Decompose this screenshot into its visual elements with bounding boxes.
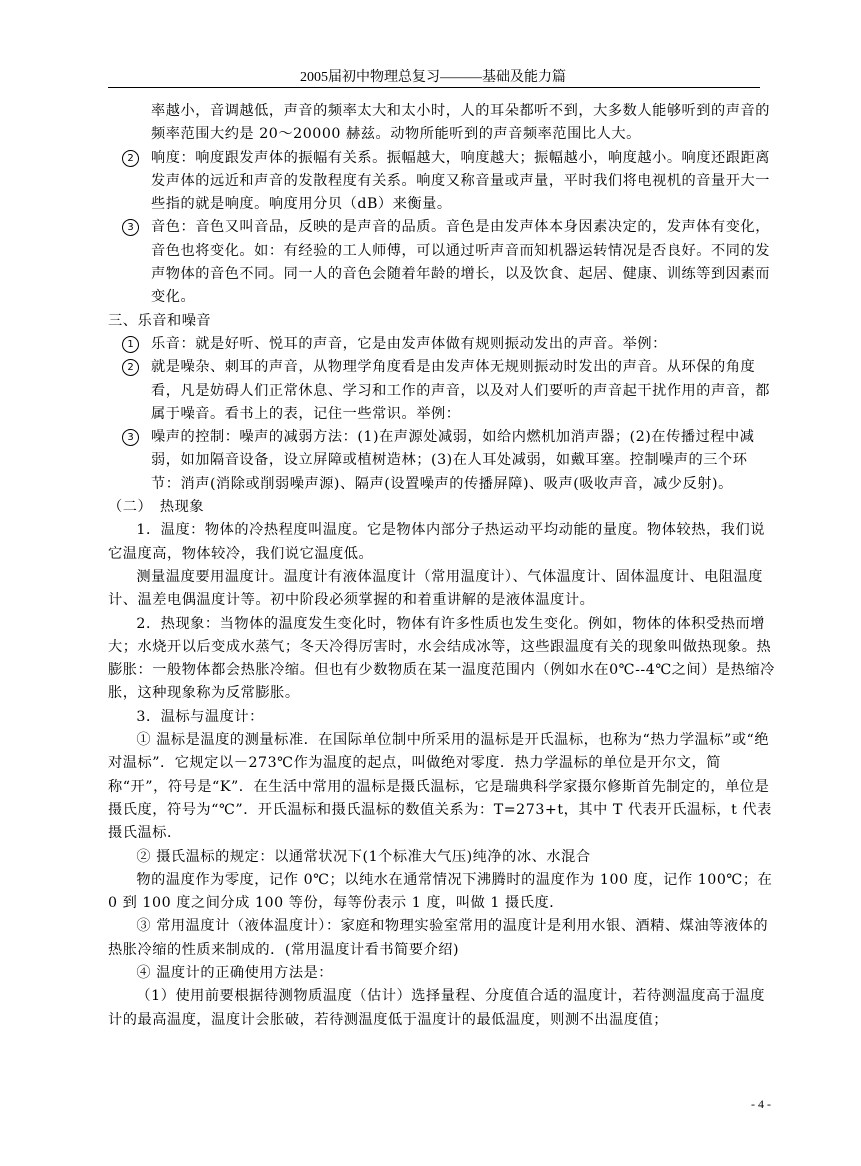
scales-heading: 3．温标与温度计： bbox=[136, 708, 264, 725]
circled-number: 3 bbox=[122, 219, 139, 236]
header-rule bbox=[108, 87, 760, 88]
circled-number: 2 bbox=[122, 359, 139, 376]
loudness-item bbox=[108, 147, 776, 217]
section-heading: 三、乐音和噪音 bbox=[108, 312, 212, 329]
document-body bbox=[108, 100, 776, 1032]
circled-number: 2 bbox=[122, 150, 139, 167]
scale-item-2-line1: ② 摄氏温标的规定：以通常状况下(1个标准大气压)纯净的冰、水混合 bbox=[136, 848, 591, 865]
circled-number: 3 bbox=[122, 429, 139, 446]
scale-item-3: ③ 常用温度计（液体温度计）：家庭和物理实验室常用的温度计是利用水银、酒精、煤油等液体的热胀冷缩的性质来制成的．(常用温度计看书简要介绍) bbox=[108, 918, 769, 958]
timbre-item bbox=[108, 216, 776, 309]
usage-step-1: （1）使用前要根据待测物质温度（估计）选择量程、分度值合适的温度计，若待测温度高于温度计的最高温度，温度计会胀破，若待测温度低于温度计的最低温度，则测不出温度值； bbox=[108, 988, 765, 1028]
music-text: 乐音：就是好听、悦耳的声音，它是由发声体做有规则振动发出的声音。举例： bbox=[151, 335, 667, 352]
loudness-text: 响度：响度跟发声体的振幅有关系。振幅越大，响度越大；振幅越小，响度越小。响度还跟距离发声体的远近和声音的发散程度有关系。响度又称音量或声量，平时我们将电视机的音量开大一些指的就是响度。响度用分贝（dB）来衡量。 bbox=[151, 149, 770, 213]
pitch-continuation: 率越小，音调越低，声音的频率太大和太小时，人的耳朵都听不到，大多数人能够听到的声音的频率范围大约是 20～20000 赫兹。动物所能听到的声音频率范围比人大。 bbox=[151, 103, 770, 143]
thermometer-types: 测量温度要用温度计。温度计有液体温度计（常用温度计）、气体温度计、固体温度计、电阻温度计、温差电偶温度计等。初中阶段必须掌握的和着重讲解的是液体温度计。 bbox=[108, 568, 764, 609]
noise-control-text: 噪声的控制：噪声的减弱方法：(1)在声源处减弱，如给内燃机加消声器；(2)在传播过程中减弱，如加隔音设备，设立屏障或植树造林；(3)在人耳处减弱，如戴耳塞。控制噪声的三个环节：消声(消除或削弱噪声源)、隔声(设置噪声的传播屏障)、吸声(吸收声音，减少反射)。 bbox=[151, 429, 755, 492]
circled-number: 1 bbox=[122, 336, 139, 353]
noise-item bbox=[108, 356, 776, 426]
noise-control-item bbox=[108, 426, 776, 496]
thermal-phenomena: 2．热现象：当物体的温度发生变化时，物体有许多性质也发生变化。例如，物体的体积受热而增大；水烧开以后变成水蒸气；冬天冷得厉害时，水会结成冰等，这些跟温度有关的现象叫做热现象。热膨胀：一般物体都会热胀冷缩。但也有少数物质在某一温度范围内（例如水在0℃--4℃之间）是热缩冷胀，这种现象称为反常膨胀。 bbox=[108, 615, 775, 702]
scale-item-2-rest: 物的温度作为零度，记作 0℃；以纯水在通常情况下沸腾时的温度作为 100 度，记作 100℃；在 0 到 100 度之间分成 100 等份，每等份表示 1 度，叫做 1 摄氏度． bbox=[108, 871, 773, 912]
music-item bbox=[108, 333, 776, 356]
page-number: - 4 - bbox=[751, 1097, 771, 1111]
timbre-text: 音色：音色又叫音品，反映的是声音的品质。音色是由发声体本身因素决定的，发声体有变化，音色也将变化。如：有经验的工人师傅，可以通过听声音而知机器运转情况是否良好。不同的发声物体的音色不同。同一人的音色会随着年龄的增长，以及饮食、起居、健康、训练等到因素而变化。 bbox=[151, 219, 770, 306]
scale-item-4: ④ 温度计的正确使用方法是： bbox=[136, 964, 334, 981]
noise-text: 就是噪杂、刺耳的声音，从物理学角度看是由发声体无规则振动时发出的声音。从环保的角度看，凡是妨碍人们正常休息、学习和工作的声音，以及对人们要听的声音起干扰作用的声音，都属于噪音。看书上的表，记住一些常识。举例： bbox=[151, 359, 770, 422]
part-heading: （二） 热现象 bbox=[108, 499, 205, 516]
temperature-definition: 1．温度：物体的冷热程度叫温度。它是物体内部分子热运动平均动能的量度。物体较热，我们说它温度高，物体较冷，我们说它温度低。 bbox=[108, 522, 765, 562]
page-header: 2005届初中物理总复习———基础及能力篇 bbox=[300, 70, 566, 85]
scale-item-1: ① 温标是温度的测量标准．在国际单位制中所采用的温标是开氏温标，也称为“热力学温标”或“绝对温标”．它规定以－273℃作为温度的起点，叫做绝对零度．热力学温标的单位是开尔文，简称“开”，符号是“K”．在生活中常用的温标是摄氏温标，它是瑞典科学家摄尔修斯首先制定的，单位是摄氏度，符号为“℃”．开氏温标和摄氏温标的数值关系为：T=273+t，其中 T 代表开氏温标，t 代表摄氏温标． bbox=[108, 732, 772, 842]
